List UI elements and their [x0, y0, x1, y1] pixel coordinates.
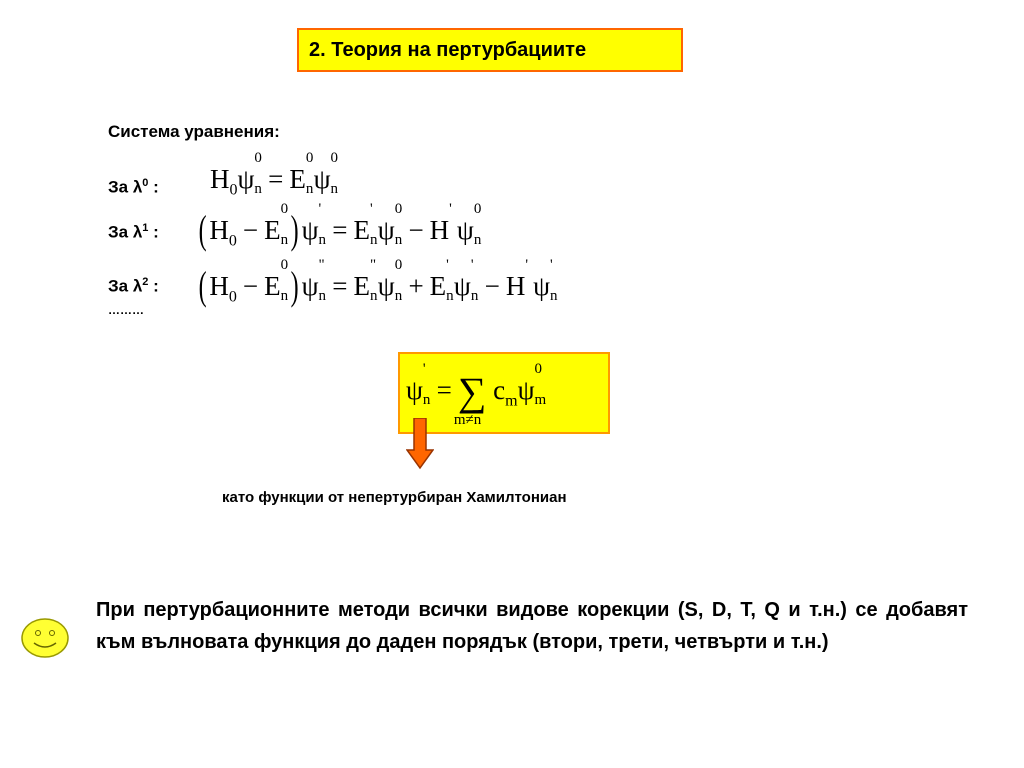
- second-order-equation: ($H_0 - E$ 0 n )ψ " n = E " n ψ 0 n + E ' n ψ ' n − H ' ψ ' n: [198, 257, 558, 308]
- continuation-dots: ………: [108, 303, 144, 317]
- basis-note: като функции от непертурбиран Хамилтониан: [222, 489, 567, 506]
- order-1-label: За $\lambda^1$ :: [108, 222, 159, 242]
- smiley-face-icon: [20, 617, 70, 659]
- perturbation-summary-text: При пертурбационните методи всички видове корекции (S, D, T, Q и т.н.) се добавят към вълновата функция до даден порядък (втори, трети, четвърти и т.н.): [96, 599, 968, 653]
- order-0-label: За $\lambda^0$ :: [108, 177, 159, 197]
- expansion-formula: ψ ' n = ∑ m≠n $c_m\psi$ 0 m: [406, 361, 547, 428]
- equations-heading: Система уравнения:: [108, 122, 280, 141]
- zeroth-order-equation: $H_0\psi$ 0 n = E 0 n ψ 0 n: [210, 150, 339, 199]
- down-arrow-icon: [406, 418, 434, 470]
- first-order-equation: ($H_0 - E$ 0 n )ψ ' n = E ' n ψ 0 n − H ' ψ 0 n: [198, 201, 482, 252]
- order-2-label: За $\lambda^2$ :: [108, 276, 159, 296]
- slide-title: 2. Теория на пертурбациите: [297, 28, 683, 72]
